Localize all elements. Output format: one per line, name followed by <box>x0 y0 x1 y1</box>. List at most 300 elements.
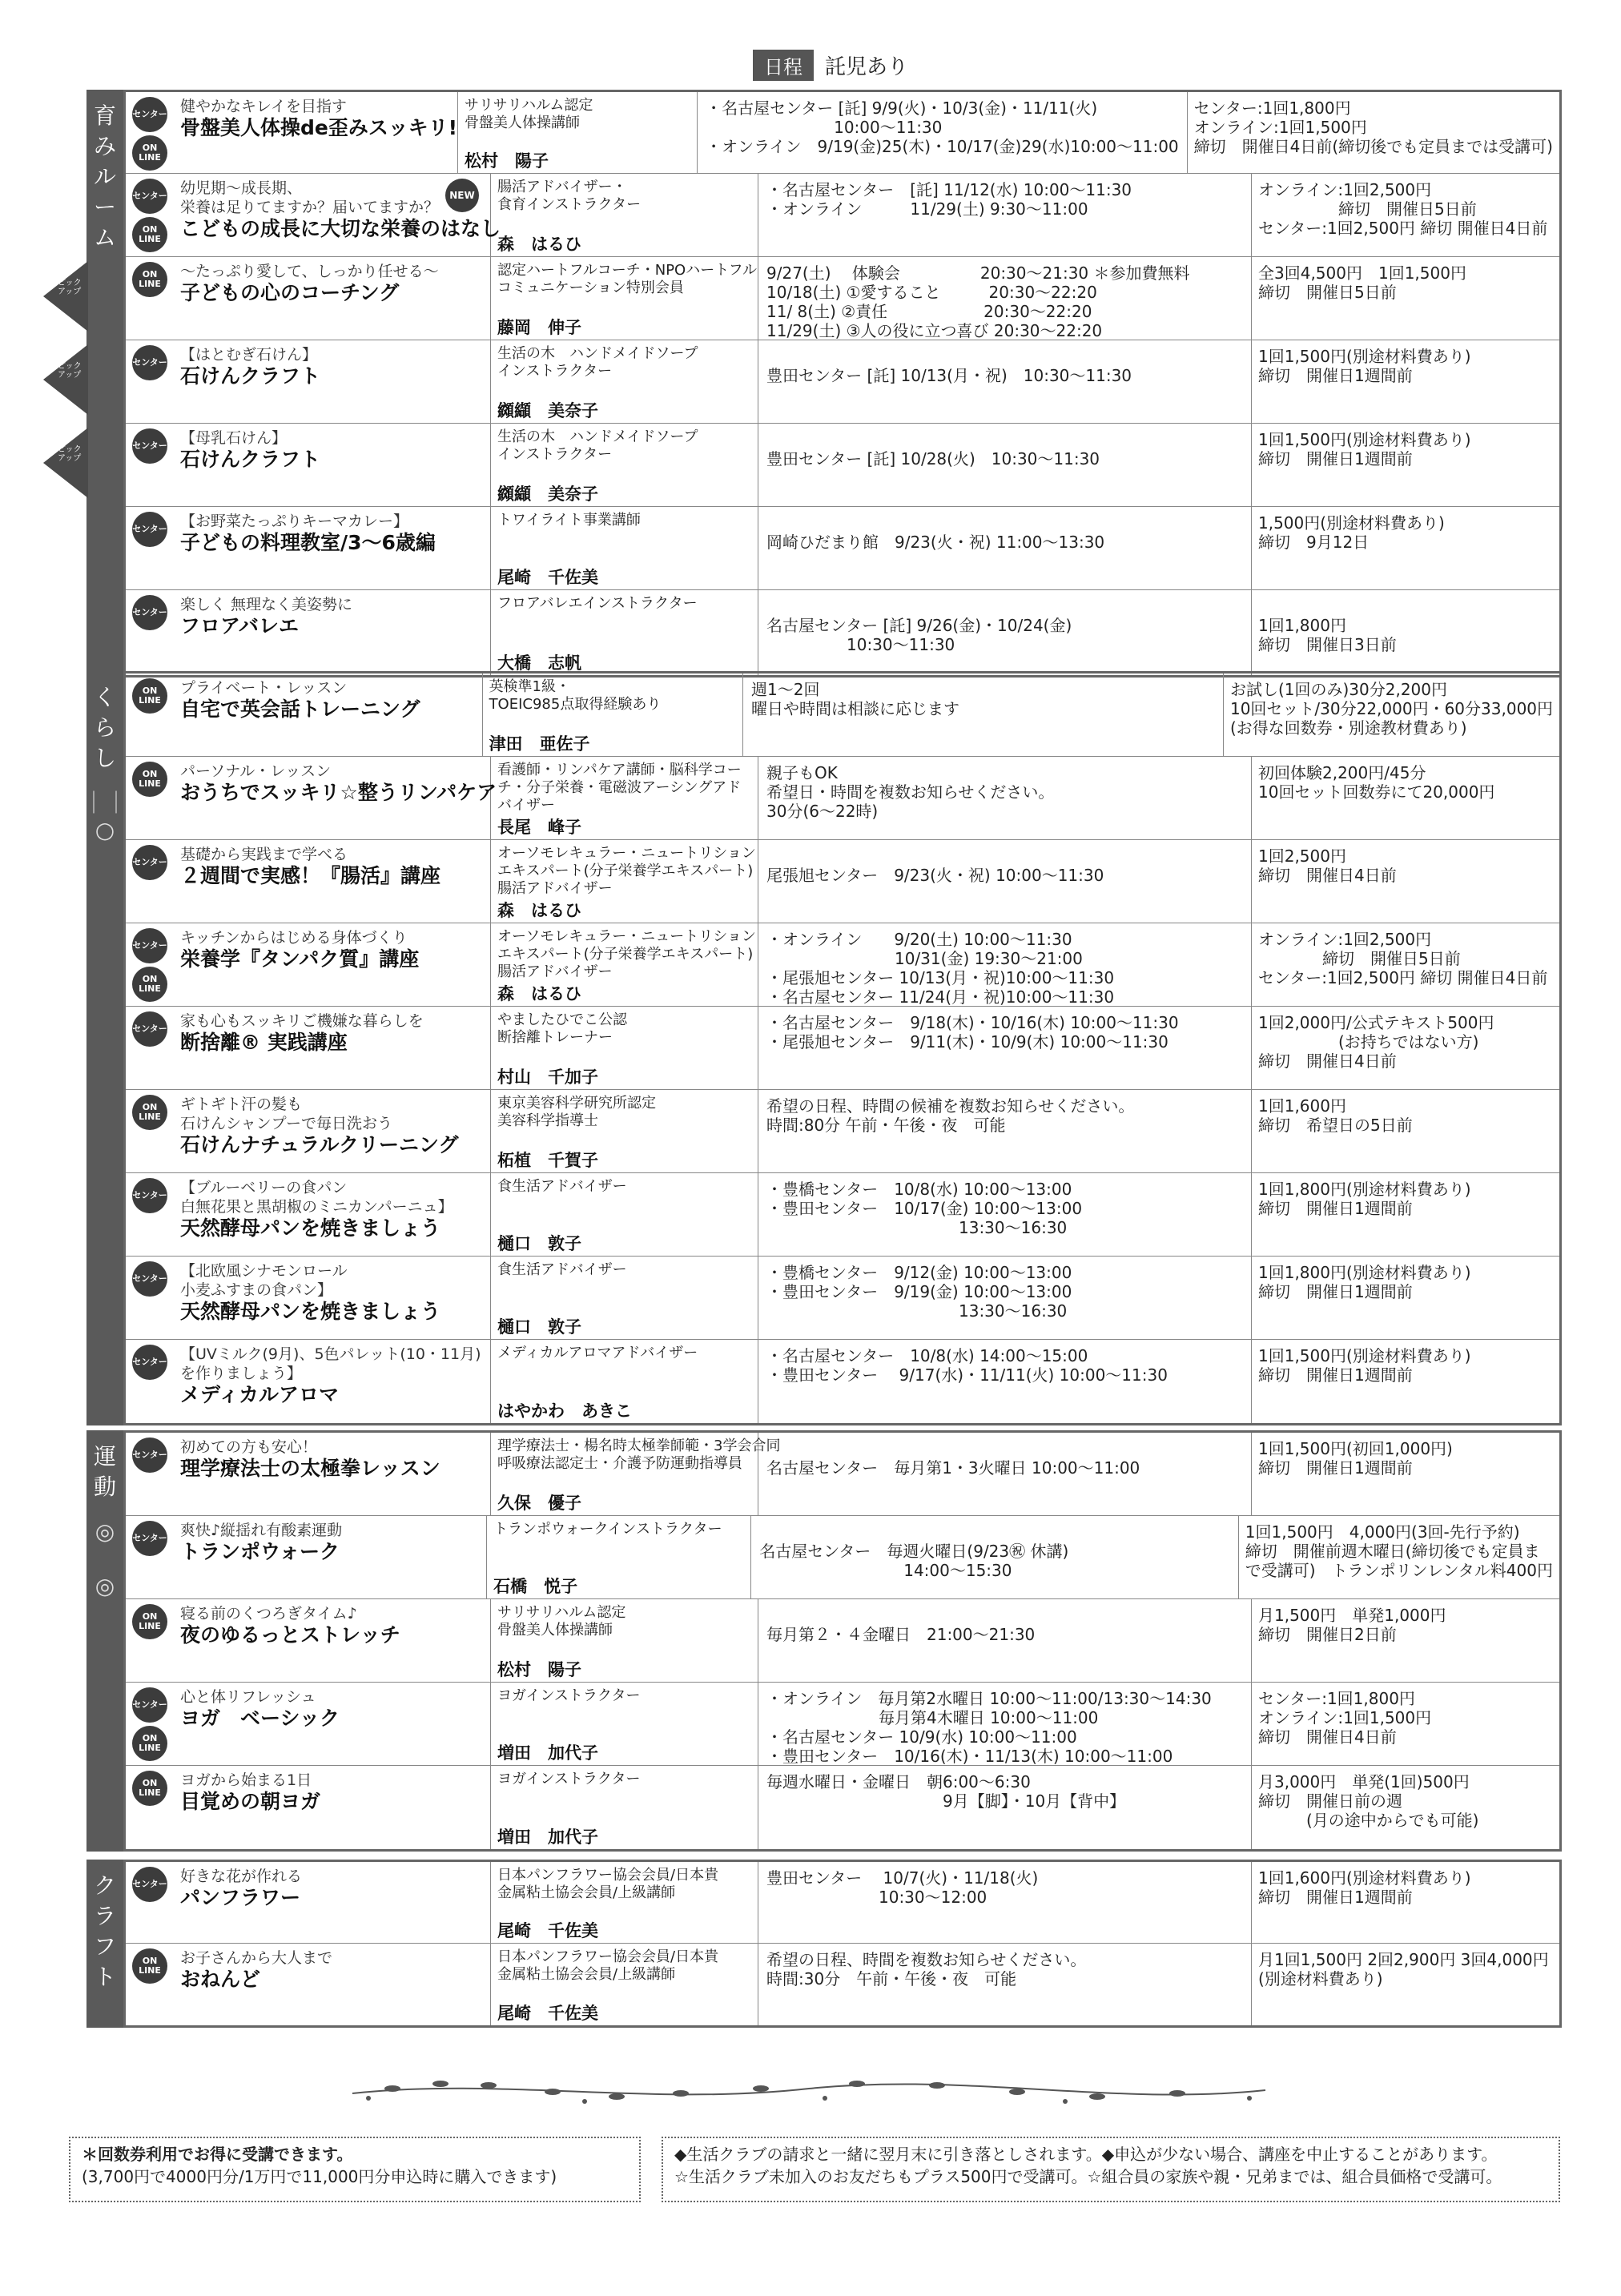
schedule-cell: 名古屋センター 毎週火曜日(9/23㊗ 休講) 14:00〜15:30 <box>751 1516 1239 1598</box>
center-badge: センター <box>132 1261 167 1297</box>
course-title: 子どもの心のコーチング <box>180 281 400 304</box>
course-row <box>126 923 1559 1007</box>
instructor-cell <box>491 1173 758 1256</box>
fee-cell: 1回1,800円(別途材料費あり) 締切 開催日1週間前 <box>1258 1263 1471 1301</box>
instructor-name: 長尾 峰子 <box>497 818 581 837</box>
fee-cell: 月3,000円 単発(1回)500円 締切 開催日前の週 (月の途中からでも可能) <box>1258 1772 1479 1830</box>
course-row <box>126 340 1559 424</box>
fee-cell: 1回1,600円(別途材料費あり) 締切 開催日1週間前 <box>1258 1868 1471 1907</box>
course-title: 目覚めの朝ヨガ <box>180 1790 321 1813</box>
course-title-cell <box>126 1257 491 1339</box>
instructor-credentials: メディカルアロマアドバイザー <box>497 1345 698 1361</box>
course-row <box>126 840 1559 923</box>
course-title: 理学療法士の太極拳レッスン <box>180 1457 440 1480</box>
tab-char: 運 <box>93 1443 116 1470</box>
course-row <box>126 1007 1559 1090</box>
footer-coupon-title: ＊回数券利用でお得に受講できます。 <box>82 2145 353 2164</box>
instructor-name: 樋口 敦子 <box>497 1317 581 1337</box>
instructor-cell <box>491 1257 758 1339</box>
schedule-cell: ・オンライン 9/20(土) 10:00〜11:30 10/31(金) 19:30〜21:00 ・尾張旭センター 10/13(月・祝)10:00〜11:30 ・名古屋センター 11/24(月・祝)10:00〜11:30 <box>758 923 1252 1006</box>
course-table <box>123 90 1562 678</box>
section-undou <box>86 1430 1562 1852</box>
venue-badges <box>132 1948 167 1984</box>
instructor-name: 久保 優子 <box>497 1494 581 1513</box>
course-row <box>126 1862 1559 1944</box>
course-title-cell <box>126 174 501 256</box>
fee-cell: センター:1回1,800円 オンライン:1回1,500円 締切 開催日4日前(締切後でも定員までは受講可) <box>1193 99 1553 156</box>
center-badge: センター <box>132 1438 167 1473</box>
instructor-credentials: 理学療法士・楊名時太極拳師範・3学会合同 呼吸療法認定士・介護予防運動指導員 <box>497 1438 781 1472</box>
course-row <box>126 92 1559 174</box>
course-subtitle: 寝る前のくつろぎタイム♪ <box>180 1605 357 1622</box>
course-title-cell <box>126 674 483 756</box>
instructor-credentials: 看護師・リンパケア講師・脳科学コー チ・分子栄養・電磁波アーシングアド バイザー <box>497 762 742 814</box>
pickup-label: ピック アップ <box>58 362 82 380</box>
instructor-cell <box>491 590 758 675</box>
schedule-cell: 毎週水曜日・金曜日 朝6:00〜6:30 9月【脚】・10月【背中】 <box>758 1766 1252 1849</box>
fee-cell: オンライン:1回2,500円 締切 開催日5日前 センター:1回2,500円 締切 開催日4日前 <box>1258 930 1548 987</box>
venue-badges <box>132 262 167 297</box>
course-subtitle: 【UVミルク(9月)、5色パレット(10・11月) を作りましょう】 <box>180 1345 481 1382</box>
instructor-cell <box>487 1516 751 1598</box>
center-badge: センター <box>132 928 167 963</box>
instructor-name: 尾崎 千佐美 <box>497 2004 598 2023</box>
pickup-marker <box>43 344 88 415</box>
legend-childcare-label: 託児あり <box>825 55 909 79</box>
course-subtitle: 心と体リフレッシュ <box>180 1688 316 1706</box>
course-row <box>126 1340 1559 1423</box>
venue-badges <box>132 512 167 547</box>
new-badge: NEW <box>445 179 479 212</box>
course-subtitle: お子さんから大人まで <box>180 1949 333 1967</box>
schedule-cell: 週1〜2回 曜日や時間は相談に応じます <box>743 674 1224 756</box>
course-title-cell <box>126 757 497 839</box>
instructor-credentials: 日本パンフラワー協会会員/日本貴 金属粘土協会会員/上級講師 <box>497 1948 719 1983</box>
instructor-credentials: 日本パンフラワー協会会員/日本貴 金属粘土協会会員/上級講師 <box>497 1867 719 1901</box>
schedule-cell: ・豊橋センター 10/8(水) 10:00〜13:00 ・豊田センター 10/17(金) 10:00〜13:00 13:30〜16:30 <box>758 1173 1252 1256</box>
course-subtitle: 【北欧風シナモンロール 小麦ふすまの食パン】 <box>180 1262 348 1299</box>
course-title-cell <box>126 1599 491 1682</box>
tab-char: ム <box>93 224 116 251</box>
course-subtitle: 楽しく 無理なく美姿勢に <box>180 596 353 613</box>
section-craft <box>86 1860 1562 2028</box>
instructor-cell <box>491 1944 758 2025</box>
instructor-credentials: 腸活アドバイザー・ 食育インストラクター <box>497 179 642 213</box>
course-table <box>123 1860 1562 2028</box>
schedule-cell: 希望の日程、時間を複数お知らせください。 時間:30分 午前・午後・夜 可能 <box>758 1944 1252 2025</box>
center-badge: センター <box>132 595 167 630</box>
section-icon: ｜｜ ○ <box>82 790 128 843</box>
course-title: トランポウォーク <box>180 1540 340 1563</box>
course-table <box>123 1430 1562 1852</box>
center-badge: センター <box>132 1521 167 1556</box>
center-badge: センター <box>132 845 167 880</box>
pickup-label: ピック アップ <box>58 445 82 463</box>
instructor-name: 村山 千加子 <box>497 1068 598 1087</box>
venue-badges <box>132 1771 167 1806</box>
venue-badges <box>132 1438 167 1473</box>
instructor-name: 藤岡 伸子 <box>497 318 581 337</box>
course-subtitle: 【お野菜たっぷりキーマカレー】 <box>180 513 409 530</box>
course-subtitle: 爽快♪縦揺れ有酸素運動 <box>180 1522 343 1539</box>
instructor-name: 森 はるひ <box>497 235 581 254</box>
course-title: 石けんクラフト <box>180 364 321 388</box>
instructor-cell <box>491 840 758 923</box>
footer-billing-note <box>662 2137 1560 2202</box>
section-tab <box>86 1860 123 2028</box>
instructor-credentials: サリサリハルム認定 骨盤美人体操講師 <box>497 1604 626 1639</box>
schedule-cell: 名古屋センター 毎月第1・3火曜日 10:00〜11:00 <box>758 1433 1252 1515</box>
instructor-name: 津田 亜佐子 <box>489 734 590 754</box>
fee-cell: 全3回4,500円 1回1,500円 締切 開催日5日前 <box>1258 263 1466 302</box>
venue-badges <box>132 1867 167 1902</box>
instructor-cell <box>491 1090 758 1172</box>
center-badge: センター <box>132 97 167 132</box>
course-title-cell <box>126 340 491 423</box>
course-title-cell <box>126 507 491 589</box>
fee-cell: センター:1回1,800円 オンライン:1回1,500円 締切 開催日4日前 <box>1258 1689 1432 1747</box>
schedule-cell: ・名古屋センター 10/8(水) 14:00〜15:00 ・豊田センター 9/17(水)・11/11(火) 10:00〜11:30 <box>758 1340 1252 1423</box>
course-row <box>126 1433 1559 1516</box>
instructor-credentials: サリサリハルム認定 骨盤美人体操講師 <box>465 97 593 131</box>
course-subtitle: 幼児期〜成長期、 栄養は足りてますか？届いてますか？ <box>180 179 440 216</box>
course-subtitle: 家も心もスッキリご機嫌な暮らしを <box>180 1012 424 1030</box>
course-row <box>126 1173 1559 1257</box>
course-title: おねんど <box>180 1968 261 1991</box>
fee-cell: 1回1,500円(別途材料費あり) 締切 開催日1週間前 <box>1258 347 1471 385</box>
schedule-cell: 豊田センター [託] 10/28(火) 10:30〜11:30 <box>758 424 1252 506</box>
venue-badges <box>132 1687 167 1761</box>
venue-badges <box>132 1095 167 1130</box>
vine-decoration <box>344 2074 1273 2106</box>
course-title: おうちでスッキリ☆整うリンパケア <box>180 781 497 804</box>
online-badge: ON LINE <box>132 678 167 714</box>
course-subtitle: パーソナル・レッスン <box>180 762 332 780</box>
course-row <box>126 590 1559 675</box>
instructor-credentials: 生活の木 ハンドメイドソープ インストラクター <box>497 428 698 463</box>
section-icon: ◎ ◎ <box>95 1518 115 1599</box>
instructor-credentials: ヨガインストラクター <box>497 1771 641 1787</box>
instructor-credentials: トワイライト事業講師 <box>497 512 641 529</box>
tab-char: し <box>93 745 116 771</box>
instructor-name: 松村 陽子 <box>465 151 549 171</box>
course-title-cell <box>126 1007 491 1089</box>
schedule-cell: ・名古屋センター 9/18(木)・10/16(木) 10:00〜11:30 ・尾張旭センター 9/11(木)・10/9(木) 10:00〜11:30 <box>758 1007 1252 1089</box>
venue-badges <box>132 1261 167 1297</box>
course-row <box>126 424 1559 507</box>
tab-char: ら <box>93 714 116 741</box>
instructor-cell <box>491 1862 758 1943</box>
course-title: 石けんナチュラルクリーニング <box>180 1133 459 1156</box>
course-title-cell <box>126 92 458 173</box>
fee-cell: 月1回1,500円 2回2,900円 3回4,000円 (別途材料費あり) <box>1258 1950 1549 1988</box>
instructor-cell <box>491 1340 758 1423</box>
course-row <box>126 507 1559 590</box>
instructor-name: 大橋 志帆 <box>497 653 581 673</box>
online-badge: ON LINE <box>132 135 167 171</box>
instructor-cell <box>491 1007 758 1089</box>
fee-cell: 1回1,800円 締切 開催日3日前 <box>1258 616 1397 654</box>
instructor-name: 石橋 悦子 <box>493 1577 578 1596</box>
course-row <box>126 1599 1559 1683</box>
course-title: ヨガ ベーシック <box>180 1707 340 1730</box>
course-row <box>126 674 1559 757</box>
instructor-credentials: フロアバレエインストラクター <box>497 595 698 612</box>
fee-cell: 初回体験2,200円/45分 10回セット回数券にて20,000円 <box>1258 763 1495 802</box>
course-row <box>126 1944 1559 2025</box>
footer-coupon-detail: (3,700円で4000円分/1万円で11,000円分申込時に購入できます) <box>82 2167 557 2186</box>
tab-char: く <box>93 684 116 710</box>
course-title-cell <box>126 1340 491 1423</box>
course-row <box>126 1090 1559 1173</box>
schedule-cell: 名古屋センター [託] 9/26(金)・10/24(金) 10:30〜11:30 <box>758 590 1252 675</box>
course-title-cell <box>126 1862 491 1943</box>
instructor-cell <box>491 1599 758 1682</box>
section-tab <box>86 90 123 678</box>
schedule-cell: ・豊橋センター 9/12(金) 10:00〜13:00 ・豊田センター 9/19(金) 10:00〜13:00 13:30〜16:30 <box>758 1257 1252 1339</box>
center-badge: センター <box>132 1687 167 1723</box>
course-title-cell <box>126 257 491 340</box>
instructor-name: 柘植 千賀子 <box>497 1151 598 1170</box>
course-row <box>126 174 1559 257</box>
course-subtitle: ギトギト汗の髪も 石けんシャンプーで毎日洗おう <box>180 1096 393 1132</box>
center-badge: センター <box>132 1011 167 1047</box>
course-title-cell <box>126 1683 491 1765</box>
instructor-cell <box>491 257 758 340</box>
fee-cell: 1回1,500円(別途材料費あり) 締切 開催日1週間前 <box>1258 1346 1471 1385</box>
schedule-cell: 親子もOK 希望日・時間を複数お知らせください。 30分(6〜22時) <box>758 757 1252 839</box>
course-title-cell <box>126 1433 491 1515</box>
schedule-cell: ・名古屋センター [託] 11/12(水) 10:00〜11:30 ・オンライン 11/29(土) 9:30〜11:00 <box>758 174 1252 256</box>
course-subtitle: 基礎から実践まで学べる <box>180 846 348 863</box>
course-subtitle: 【はとむぎ石けん】 <box>180 346 318 364</box>
instructor-cell <box>491 923 758 1006</box>
fee-cell: 1回1,500円(初回1,000円) 締切 開催日1週間前 <box>1258 1439 1453 1478</box>
pickup-marker <box>43 428 88 498</box>
fee-cell: 1回1,800円(別途材料費あり) 締切 開催日1週間前 <box>1258 1180 1471 1218</box>
instructor-cell <box>491 757 758 839</box>
course-subtitle: 初めての方も安心！ <box>180 1438 318 1456</box>
venue-badges <box>132 928 167 1002</box>
instructor-name: 増田 加代子 <box>497 1743 598 1763</box>
course-title: ２週間で実感！『腸活』講座 <box>180 864 441 887</box>
course-title-cell <box>126 424 491 506</box>
venue-badges <box>132 1604 167 1639</box>
footer-billing-line2: ☆生活クラブ未加入のお友だちもプラス500円で受講可。☆組合員の家族や親・兄弟までは、組合員価格で受講可。 <box>674 2167 1502 2186</box>
instructor-cell <box>491 1433 781 1515</box>
venue-badges <box>132 845 167 880</box>
course-title: こどもの成長に大切な栄養のはなし <box>180 217 501 240</box>
center-badge: センター <box>132 512 167 547</box>
online-badge: ON LINE <box>132 1604 167 1639</box>
course-row <box>126 257 1559 340</box>
instructor-name: 纐纈 美奈子 <box>497 401 598 420</box>
instructor-cell <box>491 340 758 423</box>
online-badge: ON LINE <box>132 967 167 1002</box>
instructor-credentials: 生活の木 ハンドメイドソープ インストラクター <box>497 345 698 380</box>
instructor-name: 尾崎 千佐美 <box>497 1921 598 1940</box>
venue-badges <box>132 1011 167 1047</box>
instructor-cell <box>458 92 698 173</box>
course-title-cell <box>126 923 491 1006</box>
instructor-cell <box>491 1766 758 1849</box>
online-badge: ON LINE <box>132 1095 167 1130</box>
instructor-credentials: ヨガインストラクター <box>497 1687 641 1704</box>
instructor-name: 尾崎 千佐美 <box>497 568 598 587</box>
course-subtitle: 〜たっぷり愛して、しっかり任せる〜 <box>180 263 439 280</box>
tab-char: ー <box>93 194 116 220</box>
venue-badges <box>132 762 167 797</box>
course-title: 天然酵母パンを焼きましょう <box>180 1216 441 1240</box>
tab-char: ラ <box>93 1903 116 1929</box>
online-badge: ON LINE <box>132 1948 167 1984</box>
instructor-credentials: オーソモレキュラー・ニュートリション エキスパート(分子栄養学エキスパート) 腸活アドバイザー <box>497 928 756 980</box>
venue-badges <box>132 97 167 171</box>
online-badge: ON LINE <box>132 262 167 297</box>
schedule-cell: 岡崎ひだまり館 9/23(火・祝) 11:00〜13:30 <box>758 507 1252 589</box>
venue-badges <box>132 1521 167 1556</box>
instructor-name: 樋口 敦子 <box>497 1234 581 1253</box>
center-badge: センター <box>132 428 167 464</box>
instructor-credentials: やましたひでこ公認 断捨離トレーナー <box>497 1011 627 1046</box>
schedule-cell: 尾張旭センター 9/23(火・祝) 10:00〜11:30 <box>758 840 1252 923</box>
course-subtitle: 健やかなキレイを目指す <box>180 98 347 115</box>
course-title: メディカルアロマ <box>180 1383 340 1406</box>
instructor-credentials: 食生活アドバイザー <box>497 1261 627 1278</box>
tab-char: 育 <box>93 103 116 129</box>
course-title: 断捨離® 実践講座 <box>180 1031 348 1054</box>
course-row <box>126 1257 1559 1340</box>
instructor-name: 増田 加代子 <box>497 1828 598 1847</box>
course-row <box>126 1766 1559 1849</box>
course-subtitle: プライベート・レッスン <box>180 679 348 697</box>
fee-cell: 1回2,500円 締切 開催日4日前 <box>1258 846 1397 885</box>
instructor-name: 森 はるひ <box>497 984 581 1003</box>
venue-badges <box>132 345 167 380</box>
instructor-name: 松村 陽子 <box>497 1660 581 1679</box>
center-badge: センター <box>132 1178 167 1213</box>
course-title: 栄養学『タンパク質』講座 <box>180 947 420 971</box>
schedule-cell: ・名古屋センター [託] 9/9(火)・10/3(金)・11/11(火) 10:00〜11:30 ・オンライン 9/19(金)25(木)・10/17(金)29(水)10:00〜11:00 <box>698 92 1188 173</box>
online-badge: ON LINE <box>132 1726 167 1761</box>
tab-char: ク <box>93 1872 116 1899</box>
online-badge: ON LINE <box>132 762 167 797</box>
center-badge: センター <box>132 1867 167 1902</box>
course-row <box>126 1516 1559 1599</box>
instructor-name: 纐纈 美奈子 <box>497 485 598 504</box>
pickup-label: ピック アップ <box>58 279 82 296</box>
online-badge: ON LINE <box>132 217 167 252</box>
tab-char: フ <box>93 1933 116 1960</box>
footer-coupon-note <box>69 2137 641 2202</box>
schedule-cell: 豊田センター [託] 10/13(月・祝) 10:30〜11:30 <box>758 340 1252 423</box>
fee-cell: 月1,500円 単発1,000円 締切 開催日2日前 <box>1258 1606 1446 1644</box>
instructor-credentials: トランポウォークインストラクター <box>493 1521 722 1538</box>
instructor-credentials: 東京美容科学研究所認定 美容科学指導士 <box>497 1095 656 1129</box>
schedule-cell: 9/27(土) 体験会 20:30〜21:30 ＊参加費無料 10/18(土) ①愛すること 20:30〜22:20 11/ 8(土) ②責任 20:30〜22:20 11/29(土) ③人の役に立つ喜び 20:30〜22:20 <box>758 257 1252 340</box>
instructor-name: 森 はるひ <box>497 901 581 920</box>
tab-char: ト <box>93 1964 116 1990</box>
venue-badges <box>132 1345 167 1380</box>
tab-char: 動 <box>93 1474 116 1500</box>
course-title: 夜のゆるっとストレッチ <box>180 1623 400 1647</box>
course-subtitle: キッチンからはじめる身体づくり <box>180 929 408 947</box>
instructor-cell <box>483 674 743 756</box>
fee-cell: 1回1,500円(別途材料費あり) 締切 開催日1週間前 <box>1258 430 1471 468</box>
legend-schedule-box: 日程 <box>753 50 814 81</box>
venue-badges <box>132 1178 167 1213</box>
fee-cell: 1回2,000円/公式テキスト500円 (お持ちではない方) 締切 開催日4日前 <box>1258 1013 1494 1071</box>
section-kurashi <box>82 671 1562 1425</box>
fee-cell: 1回1,600円 締切 希望日の5日前 <box>1258 1096 1413 1135</box>
instructor-credentials: 認定ハートフルコーチ・NPOハートフル コミュニケーション特別会員 <box>497 262 757 296</box>
instructor-name: はやかわ あきこ <box>497 1401 632 1421</box>
course-row <box>126 757 1559 840</box>
fee-cell: お試し(1回のみ)30分2,200円 10回セット/30分22,000円・60分33,000円 (お得な回数券・別途教材費あり) <box>1229 680 1554 738</box>
course-table <box>123 671 1562 1425</box>
course-title-cell <box>126 1090 491 1172</box>
course-title: 子どもの料理教室/3〜6歳編 <box>180 531 436 554</box>
course-title-cell <box>126 1173 491 1256</box>
course-title-cell <box>126 590 491 675</box>
venue-badges <box>132 678 167 714</box>
course-title-cell <box>126 1944 491 2025</box>
course-title: 骨盤美人体操de歪みスッキリ! <box>180 116 458 139</box>
course-title: 石けんクラフト <box>180 448 321 471</box>
online-badge: ON LINE <box>132 1771 167 1806</box>
course-subtitle: ヨガから始まる1日 <box>180 1771 312 1789</box>
instructor-cell <box>491 174 758 256</box>
tab-char: ル <box>93 163 116 190</box>
fee-cell: 1回1,500円 4,000円(3回-先行予約) 締切 開催前週木曜日(締切後でも定員ま で受講可) トランポリンレンタル料400円 <box>1245 1522 1553 1580</box>
course-title: 天然酵母パンを焼きましょう <box>180 1300 441 1323</box>
course-title: 自宅で英会話トレーニング <box>180 698 420 721</box>
instructor-credentials: オーソモレキュラー・ニュートリション エキスパート(分子栄養学エキスパート) 腸活アドバイザー <box>497 845 756 897</box>
instructor-cell <box>491 1683 758 1765</box>
course-title-cell <box>126 1766 491 1849</box>
venue-badges <box>132 595 167 630</box>
schedule-cell: ・オンライン 毎月第2水曜日 10:00〜11:00/13:30〜14:30 毎月第4木曜日 10:00〜11:00 ・名古屋センター 10/9(水) 10:00〜11:00 ・豊田センター 10/16(木)・11/13(木) 10:00〜11:00 <box>758 1683 1252 1765</box>
center-badge: センター <box>132 345 167 380</box>
section-iku <box>86 90 1562 678</box>
instructor-credentials: 英検準1級・ TOEIC985点取得経験あり <box>489 678 662 713</box>
course-title-cell <box>126 1516 487 1598</box>
schedule-legend <box>753 50 908 81</box>
course-subtitle: 【ブルーベリーの食パン 白無花果と黒胡椒のミニカンパーニュ】 <box>180 1179 453 1216</box>
center-badge: センター <box>132 1345 167 1380</box>
course-row <box>126 1683 1559 1766</box>
footer-billing-line1: ◆生活クラブの請求と一緒に翌月末に引き落としされます。◆申込が少ない場合、講座を中止することがあります。 <box>674 2145 1498 2164</box>
venue-badges <box>132 428 167 464</box>
pickup-marker <box>43 261 88 332</box>
center-badge: センター <box>132 179 167 214</box>
schedule-cell: 希望の日程、時間の候補を複数お知らせください。 時間:80分 午前・午後・夜 可能 <box>758 1090 1252 1172</box>
fee-cell: オンライン:1回2,500円 締切 開催日5日前 センター:1回2,500円 締切 開催日4日前 <box>1258 180 1548 238</box>
course-subtitle: 【母乳石けん】 <box>180 429 288 447</box>
instructor-cell <box>491 424 758 506</box>
course-title-cell <box>126 840 491 923</box>
schedule-cell: 豊田センター 10/7(火)・11/18(火) 10:30〜12:00 <box>758 1862 1252 1943</box>
course-title: フロアバレエ <box>180 614 300 637</box>
instructor-cell <box>491 507 758 589</box>
fee-cell: 1,500円(別途材料費あり) 締切 9月12日 <box>1258 513 1445 552</box>
course-title: パンフラワー <box>180 1886 301 1909</box>
schedule-cell: 毎月第２・４金曜日 21:00〜21:30 <box>758 1599 1252 1682</box>
section-tab <box>86 1430 123 1852</box>
section-tab <box>82 671 128 1425</box>
tab-char: み <box>93 133 116 159</box>
course-subtitle: 好きな花が作れる <box>180 1868 303 1885</box>
